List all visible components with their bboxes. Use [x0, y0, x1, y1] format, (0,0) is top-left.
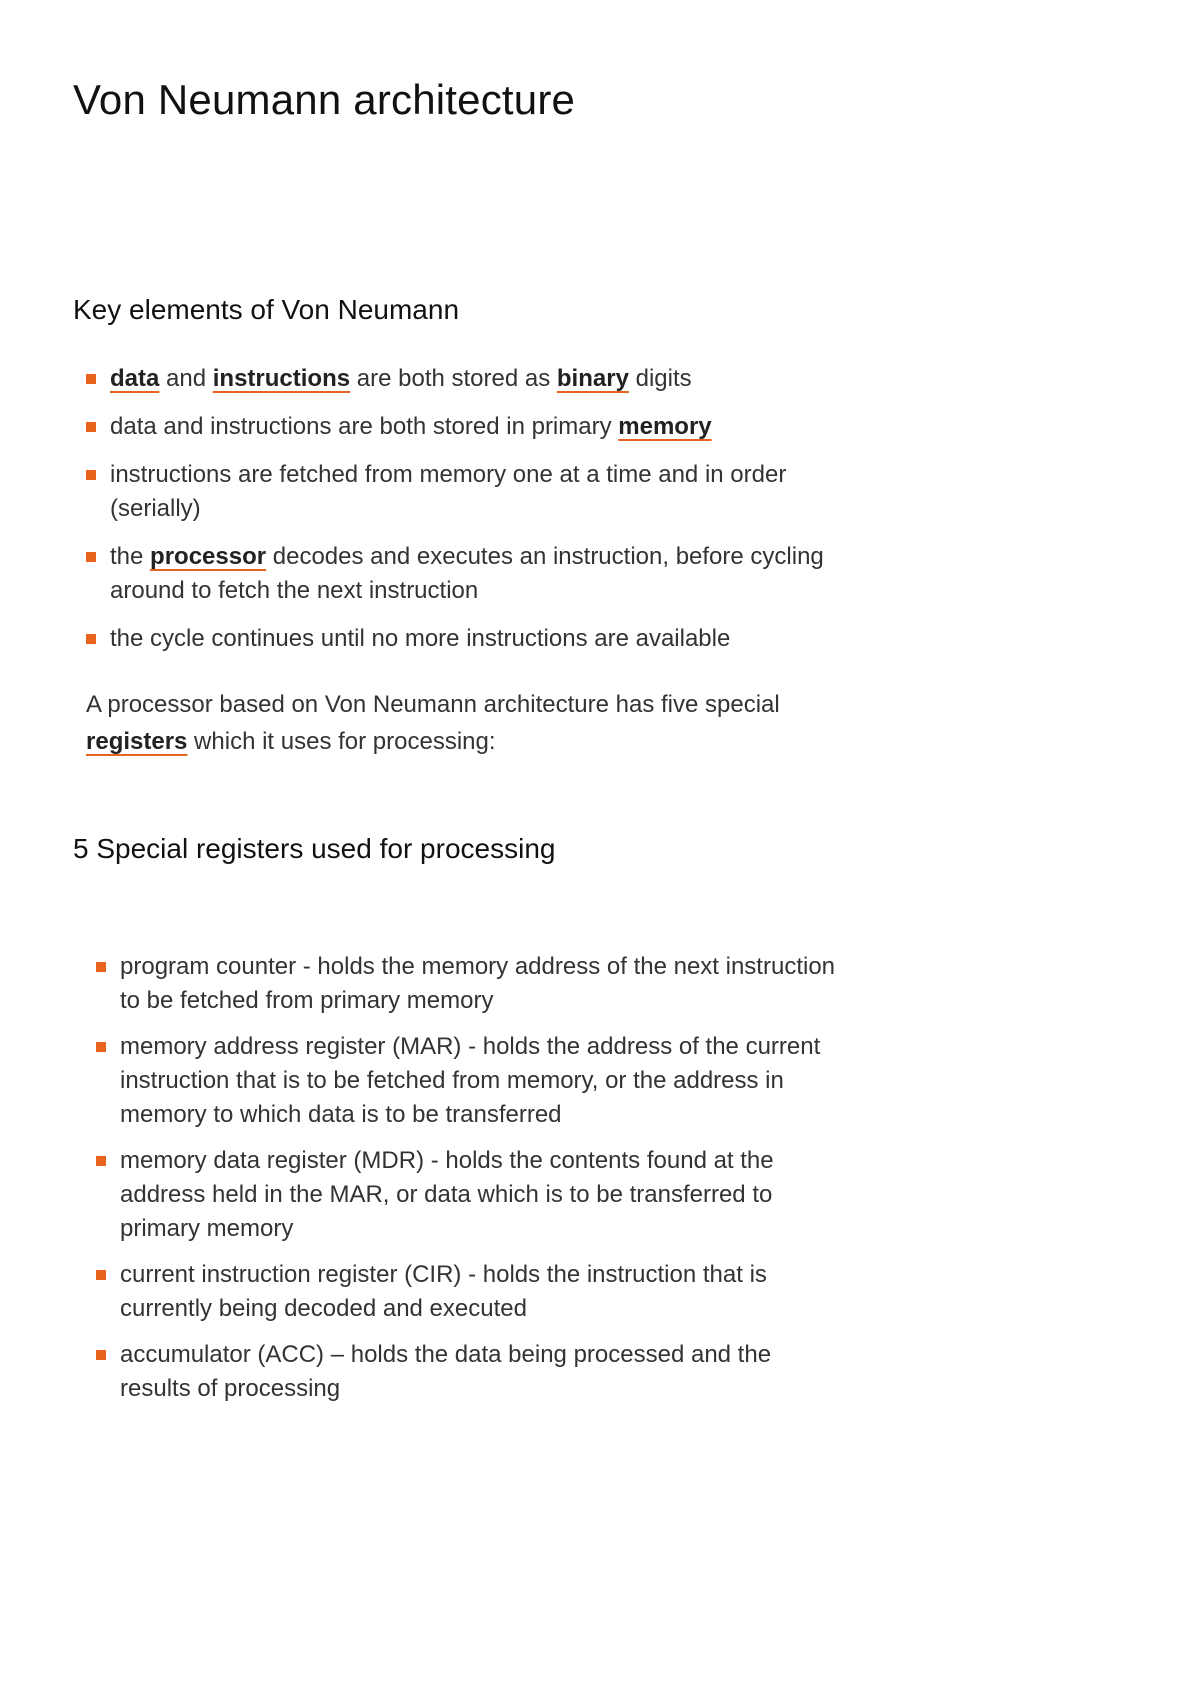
text-run: which it uses for processing: [187, 728, 496, 755]
text-run: decodes and executes an instruction, before cycling around to fetch the next instruction [110, 543, 824, 604]
text-run: A processor based on Von Neumann architecture has five special [86, 691, 780, 718]
square-bullet-icon [86, 552, 96, 562]
key-elements-list [86, 362, 826, 670]
text-run: memory data register (MDR) - holds the contents found at the address held in the MAR, or data which is to be transferred to primary memory [120, 1147, 774, 1242]
list-item [86, 540, 826, 608]
list-item [96, 1258, 836, 1326]
list-item [96, 1338, 836, 1406]
keyword: data [110, 365, 160, 392]
text-run: are both stored as [350, 365, 557, 392]
list-item [86, 410, 826, 444]
square-bullet-icon [96, 1350, 106, 1360]
text-run: the [110, 543, 151, 570]
page-title: Von Neumann architecture [73, 76, 576, 123]
text-run: current instruction register (CIR) - holds the instruction that is currently being decoded and executed [120, 1261, 767, 1322]
square-bullet-icon [86, 470, 96, 480]
keyword: memory [618, 413, 712, 440]
text-run: the cycle continues until no more instructions are available [110, 625, 731, 652]
text-run: program counter - holds the memory address of the next instruction to be fetched from primary memory [120, 953, 836, 1014]
list-item [86, 458, 826, 526]
list-item [86, 622, 826, 656]
square-bullet-icon [96, 962, 106, 972]
square-bullet-icon [86, 422, 96, 432]
square-bullet-icon [96, 1270, 106, 1280]
text-run: memory address register (MAR) - holds the address of the current instruction that is to be fetched from memory, or the address in memory to which data is to be transferred [120, 1033, 821, 1128]
text-run: and [159, 365, 213, 392]
square-bullet-icon [96, 1156, 106, 1166]
keyword: binary [556, 365, 629, 392]
text-run: accumulator (ACC) – holds the data being processed and the results of processing [120, 1341, 772, 1402]
keyword: processor [150, 543, 267, 570]
text-run: instructions are fetched from memory one at a time and in order (serially) [110, 461, 787, 522]
registers-list [96, 950, 836, 1418]
key-elements-heading: Key elements of Von Neumann [73, 294, 460, 325]
list-item [96, 1030, 836, 1132]
list-item [96, 1144, 836, 1246]
registers-intro-paragraph [86, 686, 846, 760]
list-item [86, 362, 826, 396]
text-run: digits [628, 365, 692, 392]
square-bullet-icon [86, 374, 96, 384]
keyword: registers [86, 728, 188, 755]
list-item [96, 950, 836, 1018]
registers-heading: 5 Special registers used for processing [73, 833, 556, 864]
keyword: instructions [212, 365, 351, 392]
text-run: data and instructions are both stored in primary [110, 413, 619, 440]
square-bullet-icon [96, 1042, 106, 1052]
square-bullet-icon [86, 634, 96, 644]
